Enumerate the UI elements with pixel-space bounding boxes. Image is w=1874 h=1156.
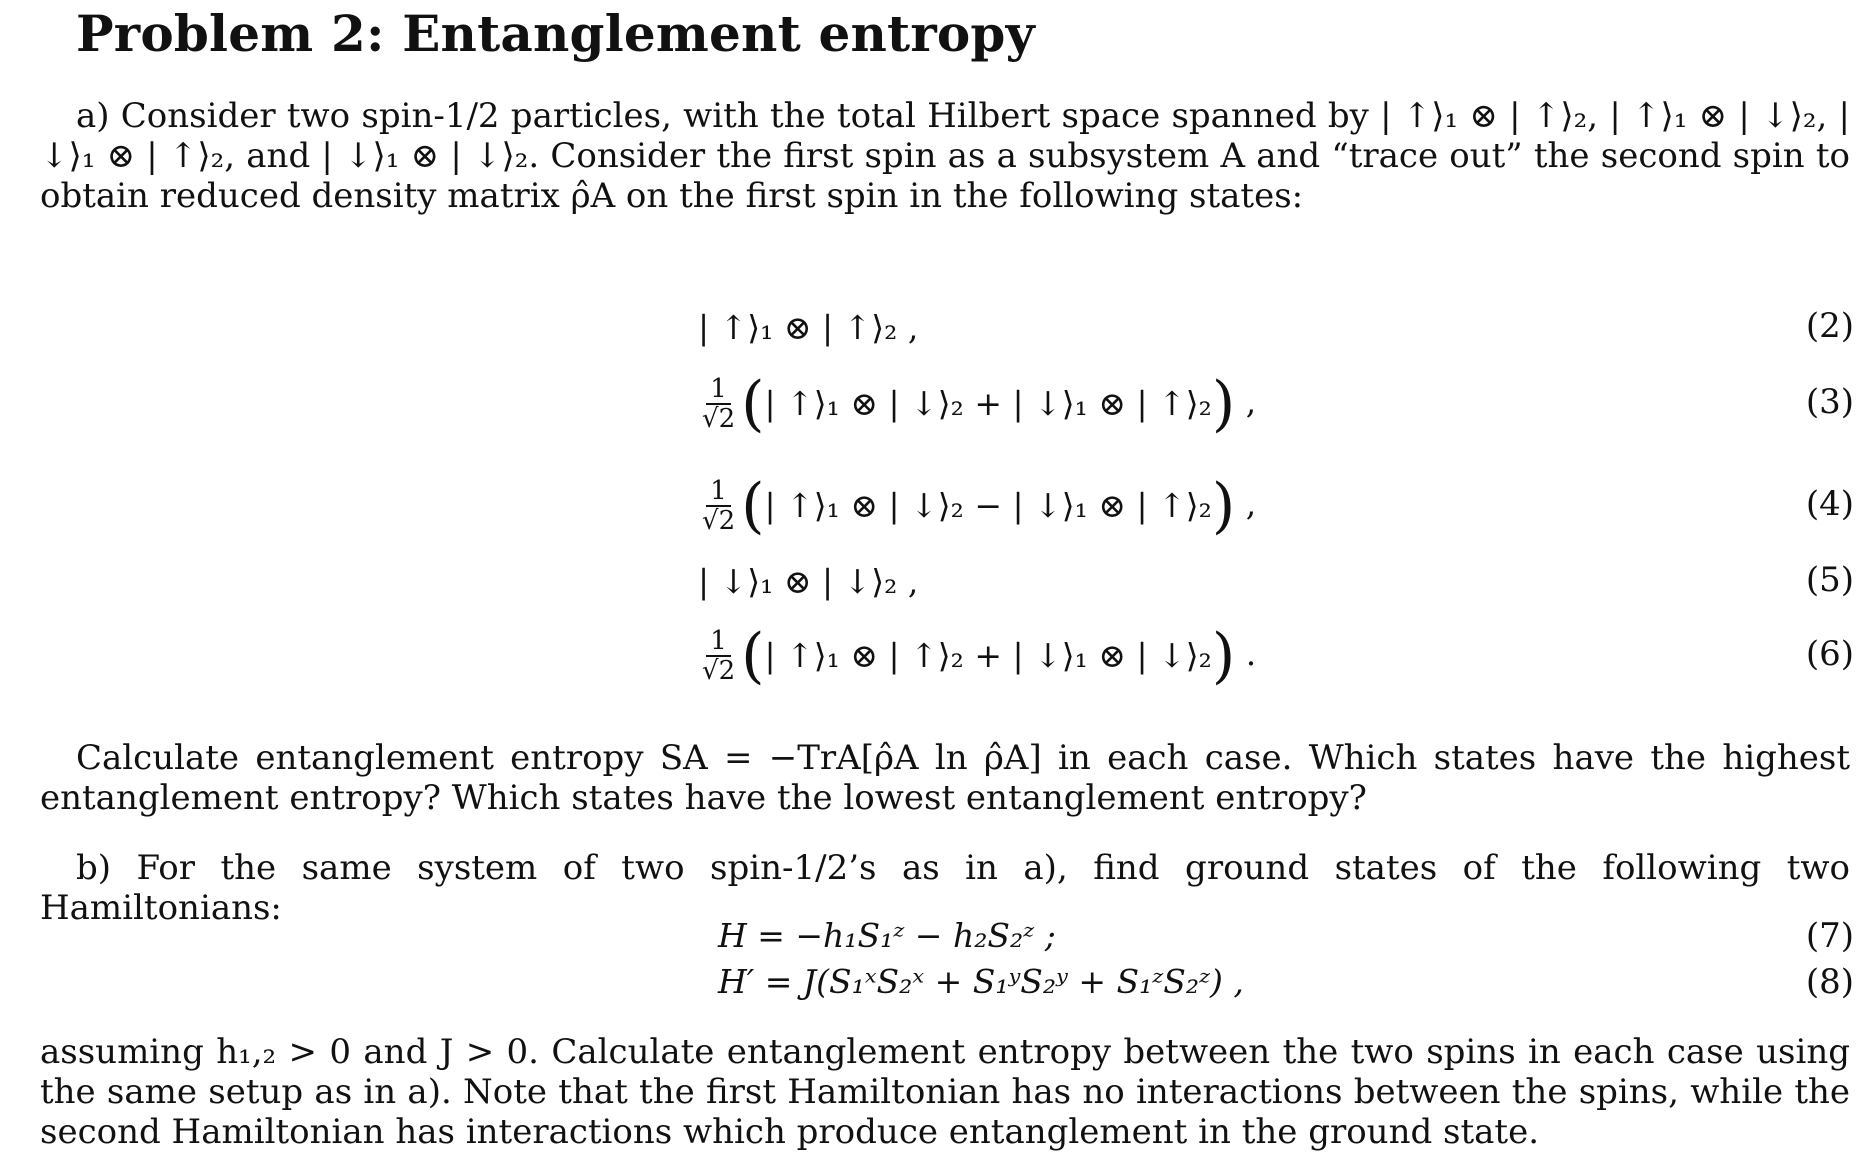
equation-number: (4) (1805, 484, 1854, 524)
equation-5 (0, 550, 1874, 610)
equation-body: | ↑⟩₁ ⊗ | ↑⟩₂ + | ↓⟩₁ ⊗ | ↓⟩₂ (764, 636, 1212, 675)
equation-number: (3) (1805, 382, 1854, 422)
part-a-intro: a) Consider two spin-1/2 particles, with the total Hilbert space spanned by | ↑⟩₁ ⊗ | ↑⟩₂, | ↑⟩₁ ⊗ | ↓⟩₂, | ↓⟩₁ ⊗ | ↑⟩₂, and | ↓⟩₁ ⊗ | ↓⟩₂. Consider the first spin as a subsystem A and “trace out” the second spin to obtain reduced density matrix ρ̂A on the first spin in the following states: (40, 96, 1850, 216)
equation-number: (8) (1805, 962, 1854, 1002)
equation-body: | ↑⟩₁ ⊗ | ↓⟩₂ + | ↓⟩₁ ⊗ | ↑⟩₂ (764, 384, 1212, 423)
equation-number: (2) (1805, 306, 1854, 346)
equation-6: $\frac{1}{√2}$ (| ↑⟩₁ ⊗ | ↑⟩₂ + | ↓⟩₁ ⊗ | ↓⟩₂) . (6) (0, 624, 1874, 684)
equation-body: | ↑⟩₁ ⊗ | ↓⟩₂ − | ↓⟩₁ ⊗ | ↑⟩₂ (764, 486, 1212, 525)
part-a-question: Calculate entanglement entropy SA = −TrA[ρ̂A ln ρ̂A] in each case. Which states have the highest entanglement entropy? Which states have the lowest entanglement entropy? (40, 738, 1850, 818)
part-b-intro: b) For the same system of two spin-1/2’s as in a), find ground states of the following two Hamiltonians: (40, 848, 1850, 928)
fraction: $\frac{1}{√2}$ (702, 476, 736, 536)
equation-8 (0, 960, 1874, 1004)
equation-number: (5) (1805, 560, 1854, 600)
equation-body: | ↑⟩₁ ⊗ | ↑⟩₂ , (698, 308, 919, 347)
part-b-closing: assuming h₁,₂ > 0 and J > 0. Calculate entanglement entropy between the two spins in each case using the same setup as in a). Note that the first Hamiltonian has no interactions between the spins, while the second Hamiltonian has interactions which produce entanglement in the ground state. (40, 1032, 1850, 1152)
page-title: Problem 2: Entanglement entropy (76, 4, 1035, 63)
equation-7 (0, 914, 1874, 958)
equation-number: (7) (1805, 916, 1854, 956)
equation-4: $\frac{1}{√2}$ (| ↑⟩₁ ⊗ | ↓⟩₂ − | ↓⟩₁ ⊗ | ↑⟩₂) , (4) (0, 474, 1874, 534)
equation-3: $\frac{1}{√2}$ (| ↑⟩₁ ⊗ | ↓⟩₂ + | ↓⟩₁ ⊗ | ↑⟩₂) , (3) (0, 372, 1874, 432)
hamiltonian-2: H′ = J(S₁ˣS₂ˣ + S₁ʸS₂ʸ + S₁ᶻS₂ᶻ) , (718, 962, 1244, 1001)
fraction: $\frac{1}{√2}$ (702, 626, 736, 686)
equation-number: (6) (1805, 634, 1854, 674)
equation-body: | ↓⟩₁ ⊗ | ↓⟩₂ , (698, 562, 919, 601)
equation-2 (0, 296, 1874, 356)
fraction: $\frac{1}{√2}$ (702, 374, 736, 434)
hamiltonian-1: H = −h₁S₁ᶻ − h₂S₂ᶻ ; (718, 916, 1056, 955)
